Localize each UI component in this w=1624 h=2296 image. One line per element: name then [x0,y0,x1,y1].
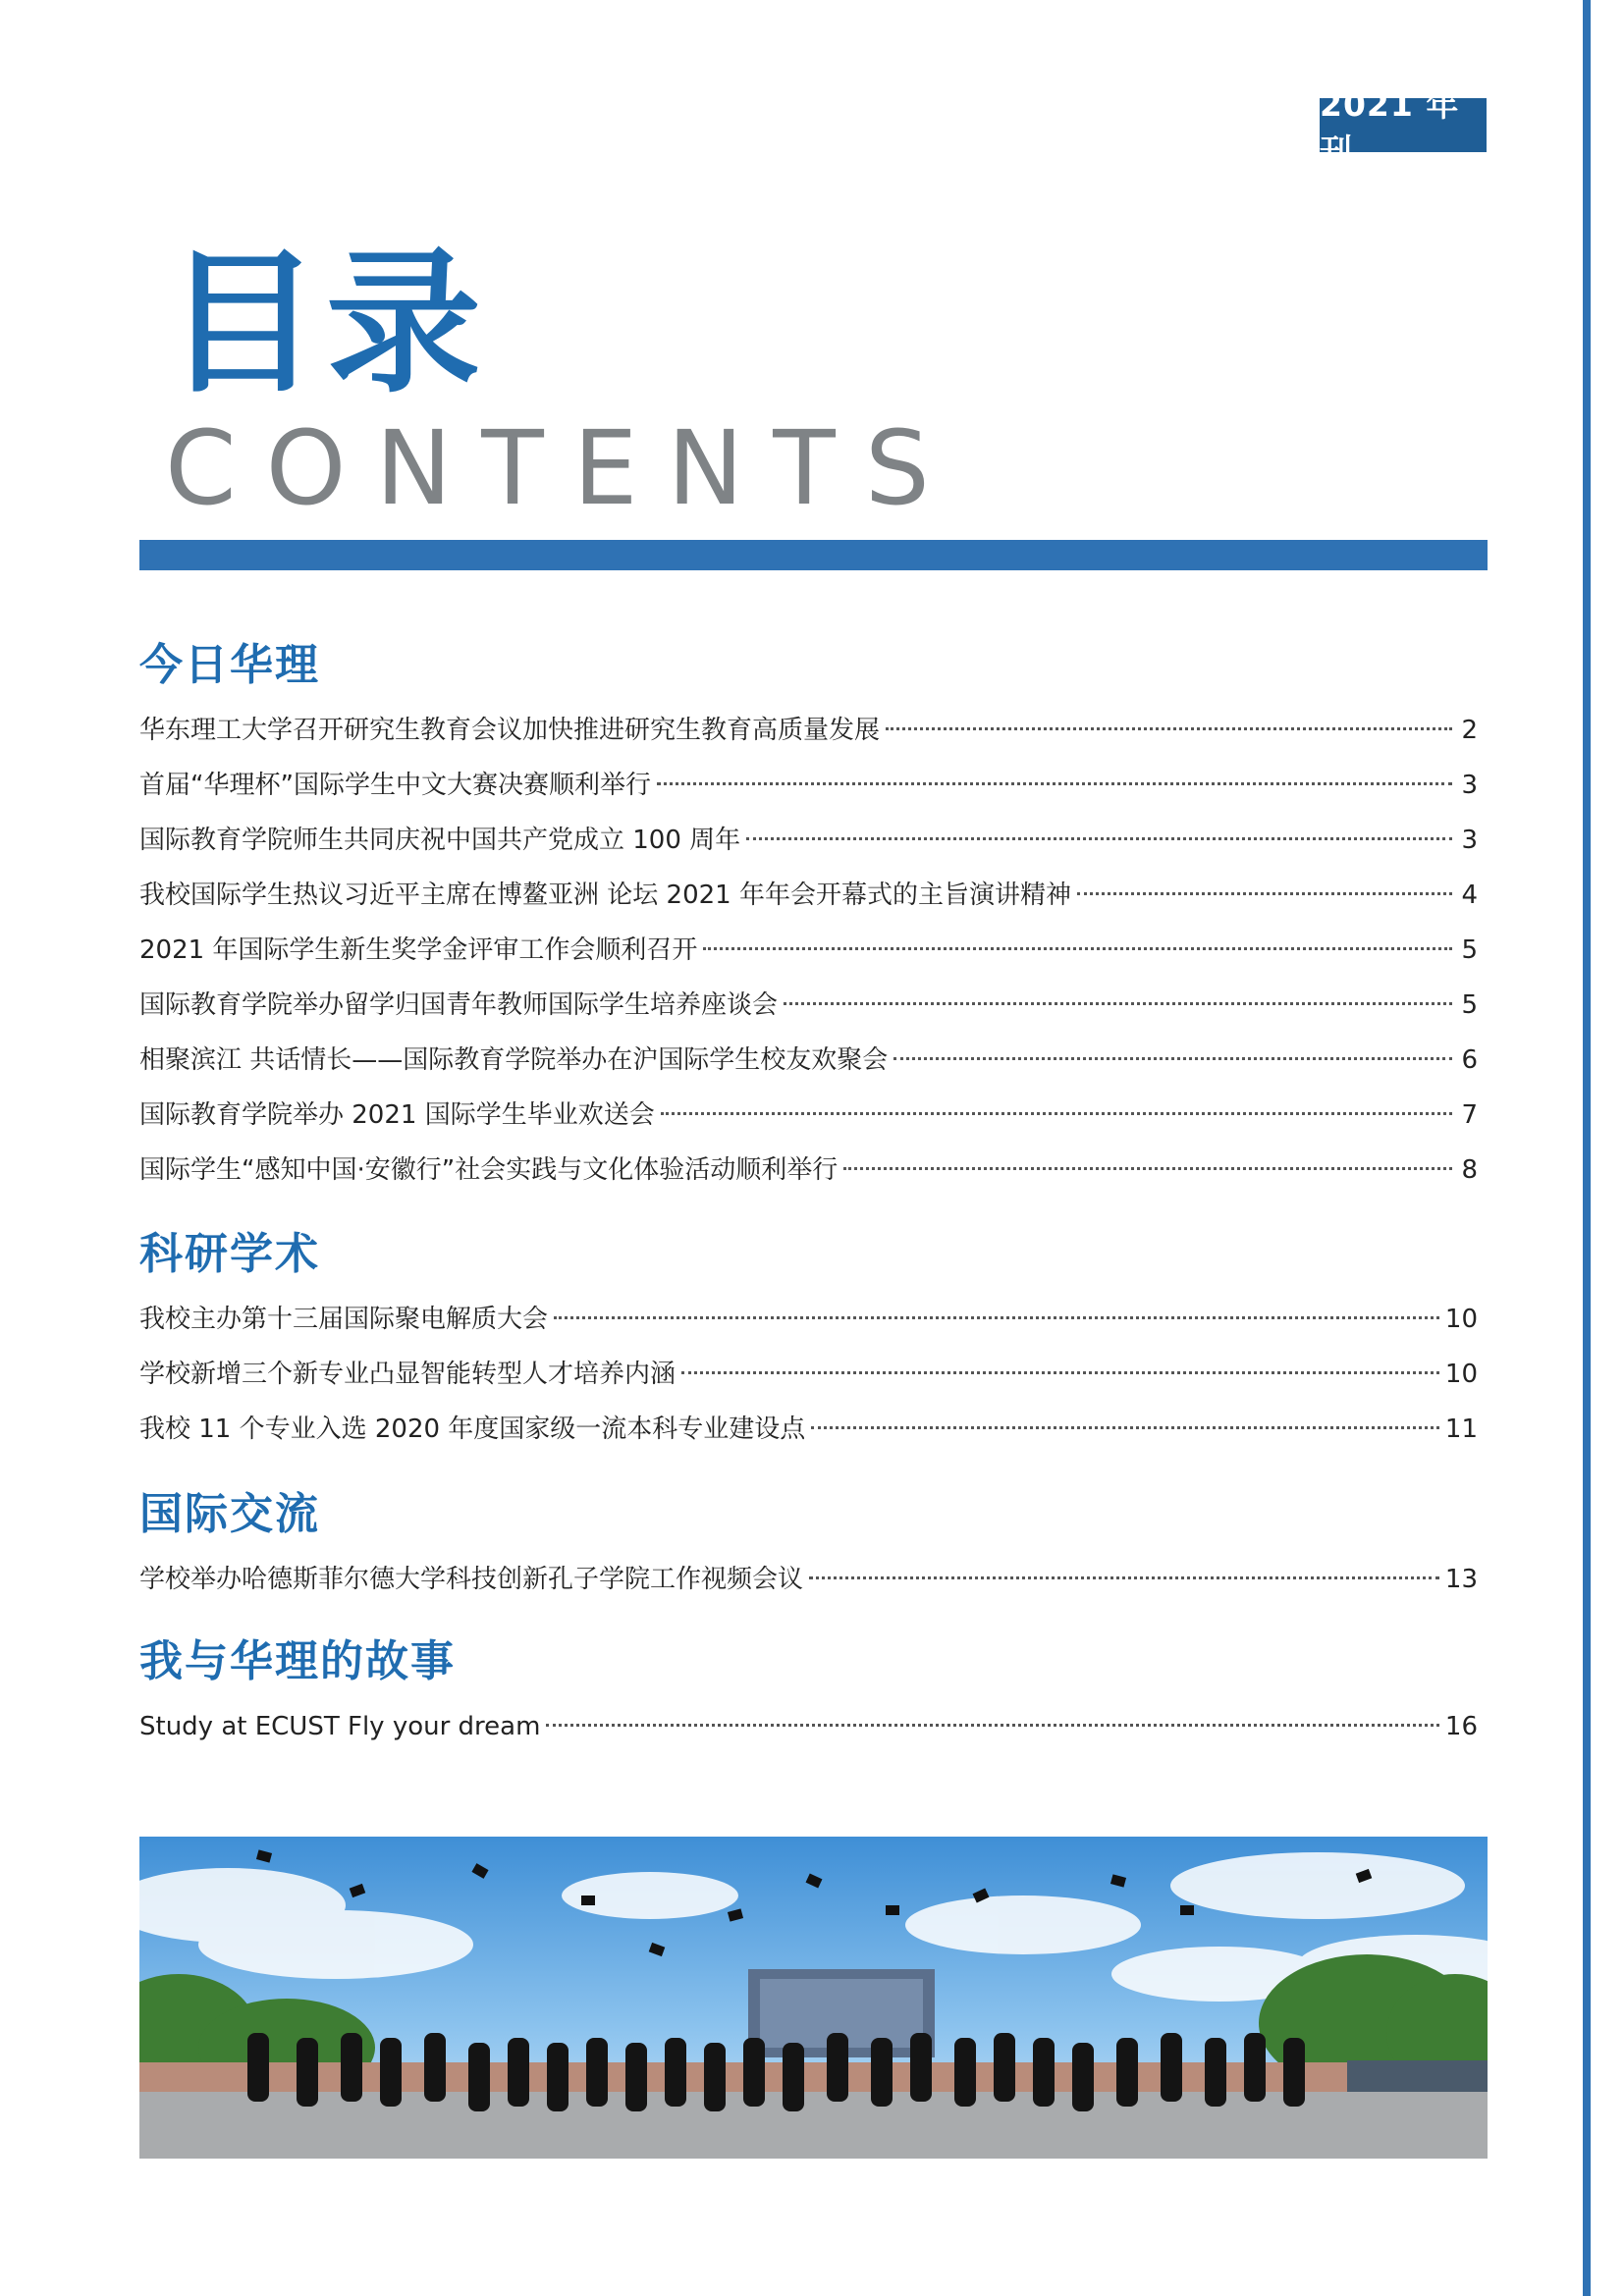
title-divider-bar [139,540,1488,570]
page-title-chinese: 目录 [165,234,487,414]
toc-leader-dots [893,1057,1452,1060]
year-badge: 2021 年刊 [1320,98,1487,152]
toc-section-research [139,1227,1478,1457]
toc-entry-page: 2 [1461,716,1478,745]
toc-leader-dots [843,1167,1452,1170]
toc-entry-title: 首届“华理杯”国际学生中文大赛决赛顺利举行 [139,771,651,800]
toc-entry-page: 3 [1461,771,1478,800]
toc-entry-title: 2021 年国际学生新生奖学金评审工作会顺利召开 [139,935,698,965]
toc-leader-dots [546,1724,1438,1727]
toc-entry-title: 我校国际学生热议习近平主席在博鳌亚洲 论坛 2021 年年会开幕式的主旨演讲精神 [139,881,1071,910]
toc-leader-dots [886,727,1452,730]
graduation-photo-illustration [139,1837,1488,2159]
toc-entry-page: 11 [1444,1415,1478,1444]
toc-entry[interactable] [139,978,1478,1033]
toc-leader-dots [661,1112,1452,1115]
toc-entry-title: 我校主办第十三届国际聚电解质大会 [139,1305,549,1334]
toc-entry-page: 13 [1444,1565,1478,1594]
toc-leader-dots [746,837,1452,840]
toc-section-today [139,638,1478,1198]
toc-leader-dots [784,1002,1452,1005]
toc-entry[interactable] [139,1292,1478,1347]
toc-entry-title: 相聚滨江 共话情长——国际教育学院举办在沪国际学生校友欢聚会 [139,1045,889,1075]
toc-leader-dots [657,782,1452,785]
toc-entry-title: 我校 11 个专业入选 2020 年度国家级一流本科专业建设点 [139,1415,806,1444]
toc-leader-dots [1077,892,1452,895]
toc-entry-page: 5 [1461,935,1478,965]
toc-section-stories [139,1634,1478,1754]
section-heading: 科研学术 [139,1229,320,1279]
toc-entry[interactable] [139,1033,1478,1088]
toc-entry[interactable] [139,1402,1478,1457]
toc-leader-dots [554,1316,1439,1319]
toc-entry[interactable] [139,923,1478,978]
toc-entry[interactable] [139,1699,1478,1754]
toc-entry-title: 国际教育学院师生共同庆祝中国共产党成立 100 周年 [139,826,741,855]
right-edge-rule [1583,0,1591,2296]
toc-leader-dots [809,1576,1439,1579]
toc-entry-title: 华东理工大学召开研究生教育会议加快推进研究生教育高质量发展 [139,716,881,745]
toc-entry-title: 学校举办哈德斯菲尔德大学科技创新孔子学院工作视频会议 [139,1565,804,1594]
toc-entry-page: 4 [1461,881,1478,910]
toc-entry-page: 3 [1461,826,1478,855]
toc-entry-page: 7 [1461,1100,1478,1130]
toc-entry-page: 5 [1461,990,1478,1020]
section-heading: 国际交流 [139,1489,320,1539]
toc-entry-page: 10 [1444,1360,1478,1389]
toc-entry-page: 8 [1461,1155,1478,1185]
toc-leader-dots [681,1371,1439,1374]
toc-section-international [139,1487,1478,1607]
graduation-photo [139,1837,1488,2159]
toc-entry[interactable] [139,1143,1478,1198]
toc-entry-title: Study at ECUST Fly your dream [139,1712,541,1741]
toc-entry-page: 16 [1444,1712,1478,1741]
toc-entry[interactable] [139,758,1478,813]
toc-entry-title: 国际学生“感知中国·安徽行”社会实践与文化体验活动顺利举行 [139,1155,839,1185]
toc-leader-dots [703,947,1452,950]
toc-entry-page: 6 [1461,1045,1478,1075]
page-title-english: CONTENTS [165,408,959,528]
section-heading: 今日华理 [139,640,320,690]
section-heading: 我与华理的故事 [139,1636,456,1686]
toc-entry-page: 10 [1444,1305,1478,1334]
toc-entry-title: 国际教育学院举办 2021 国际学生毕业欢送会 [139,1100,655,1130]
toc-entry[interactable] [139,703,1478,758]
toc-entry-title: 学校新增三个新专业凸显智能转型人才培养内涵 [139,1360,677,1389]
toc-entry[interactable] [139,868,1478,923]
toc-leader-dots [811,1426,1439,1429]
toc-entry-title: 国际教育学院举办留学归国青年教师国际学生培养座谈会 [139,990,779,1020]
toc-entry[interactable] [139,813,1478,868]
toc-entry[interactable] [139,1552,1478,1607]
toc-entry[interactable] [139,1088,1478,1143]
toc-entry[interactable] [139,1347,1478,1402]
